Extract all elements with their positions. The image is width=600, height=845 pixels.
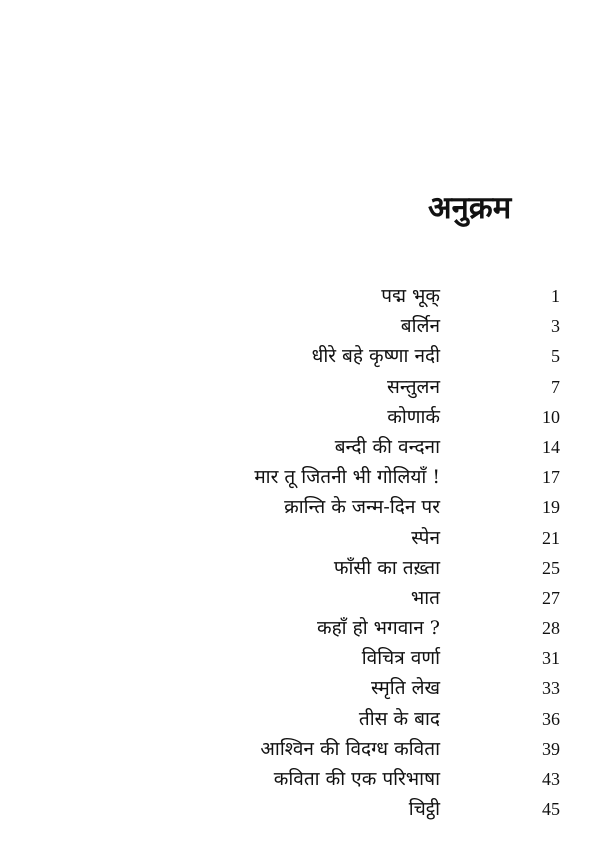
toc-entry-title: कविता की एक परिभाषा — [273, 768, 440, 790]
toc-entry-title: मार तू जितनी भी गोलियाँ ! — [254, 466, 440, 489]
toc-entry-page: 33 — [542, 678, 560, 699]
toc-entry-title: आश्विन की विदग्ध कविता — [260, 737, 440, 760]
toc-entry — [150, 341, 570, 371]
toc-entry-title: क्रान्ति के जन्म-दिन पर — [284, 496, 440, 519]
toc-entry-page: 21 — [542, 527, 560, 548]
toc-entry — [150, 583, 570, 613]
toc-entry-page: 5 — [551, 346, 560, 367]
toc-entry — [150, 432, 570, 462]
toc-entry-page: 39 — [542, 738, 560, 759]
toc-entry-title: बन्दी की वन्दना — [334, 435, 440, 458]
toc-entry — [150, 311, 570, 341]
toc-entry-page: 17 — [542, 467, 560, 488]
toc-entry-page: 10 — [542, 406, 560, 427]
toc-entry — [150, 734, 570, 764]
toc-entry-page: 3 — [551, 316, 560, 337]
toc-entry-page: 19 — [542, 497, 560, 518]
toc-entry-title: फाँसी का तख़्ता — [333, 556, 440, 579]
toc-entry-page: 36 — [542, 708, 560, 729]
toc-entry-title: कहाँ हो भगवान ? — [316, 617, 440, 640]
toc-entry-page: 43 — [542, 769, 560, 789]
toc-entry-page: 1 — [551, 286, 560, 306]
toc-entry-title: चिट्ठी — [408, 798, 440, 821]
toc-entry-title: स्मृति लेख — [371, 677, 440, 700]
toc-entry — [150, 402, 570, 432]
toc-entry-title: तीस के बाद — [358, 707, 440, 730]
toc-entry — [150, 764, 570, 794]
toc-entry-page: 28 — [542, 618, 560, 639]
table-of-contents — [150, 281, 570, 824]
toc-entry-page: 14 — [542, 436, 560, 457]
toc-entry — [150, 281, 570, 311]
toc-entry-title: धीरे बहे कृष्णा नदी — [311, 345, 440, 368]
toc-entry-title: पद्म भूक् — [381, 285, 440, 307]
toc-entry-title: कोणार्क — [387, 405, 440, 428]
toc-entry-title: स्पेन — [411, 526, 440, 549]
toc-entry — [150, 492, 570, 522]
toc-entry — [150, 794, 570, 824]
toc-entry-title: विचित्र वर्णा — [361, 647, 440, 670]
toc-entry-title: बर्लिन — [400, 315, 440, 338]
page-title: अनुक्रम — [428, 190, 512, 226]
toc-entry-page: 45 — [542, 799, 560, 820]
toc-entry — [150, 613, 570, 643]
toc-entry-title: भात — [410, 586, 440, 609]
toc-entry — [150, 462, 570, 492]
toc-entry-title: सन्तुलन — [387, 375, 440, 398]
toc-entry — [150, 523, 570, 553]
toc-entry-page: 27 — [542, 587, 560, 608]
toc-entry-page: 7 — [551, 376, 560, 397]
toc-entry-page: 31 — [542, 648, 560, 669]
toc-entry-page: 25 — [542, 557, 560, 578]
toc-entry — [150, 553, 570, 583]
toc-entry — [150, 673, 570, 703]
toc-entry — [150, 372, 570, 402]
toc-entry — [150, 643, 570, 673]
toc-entry — [150, 704, 570, 734]
